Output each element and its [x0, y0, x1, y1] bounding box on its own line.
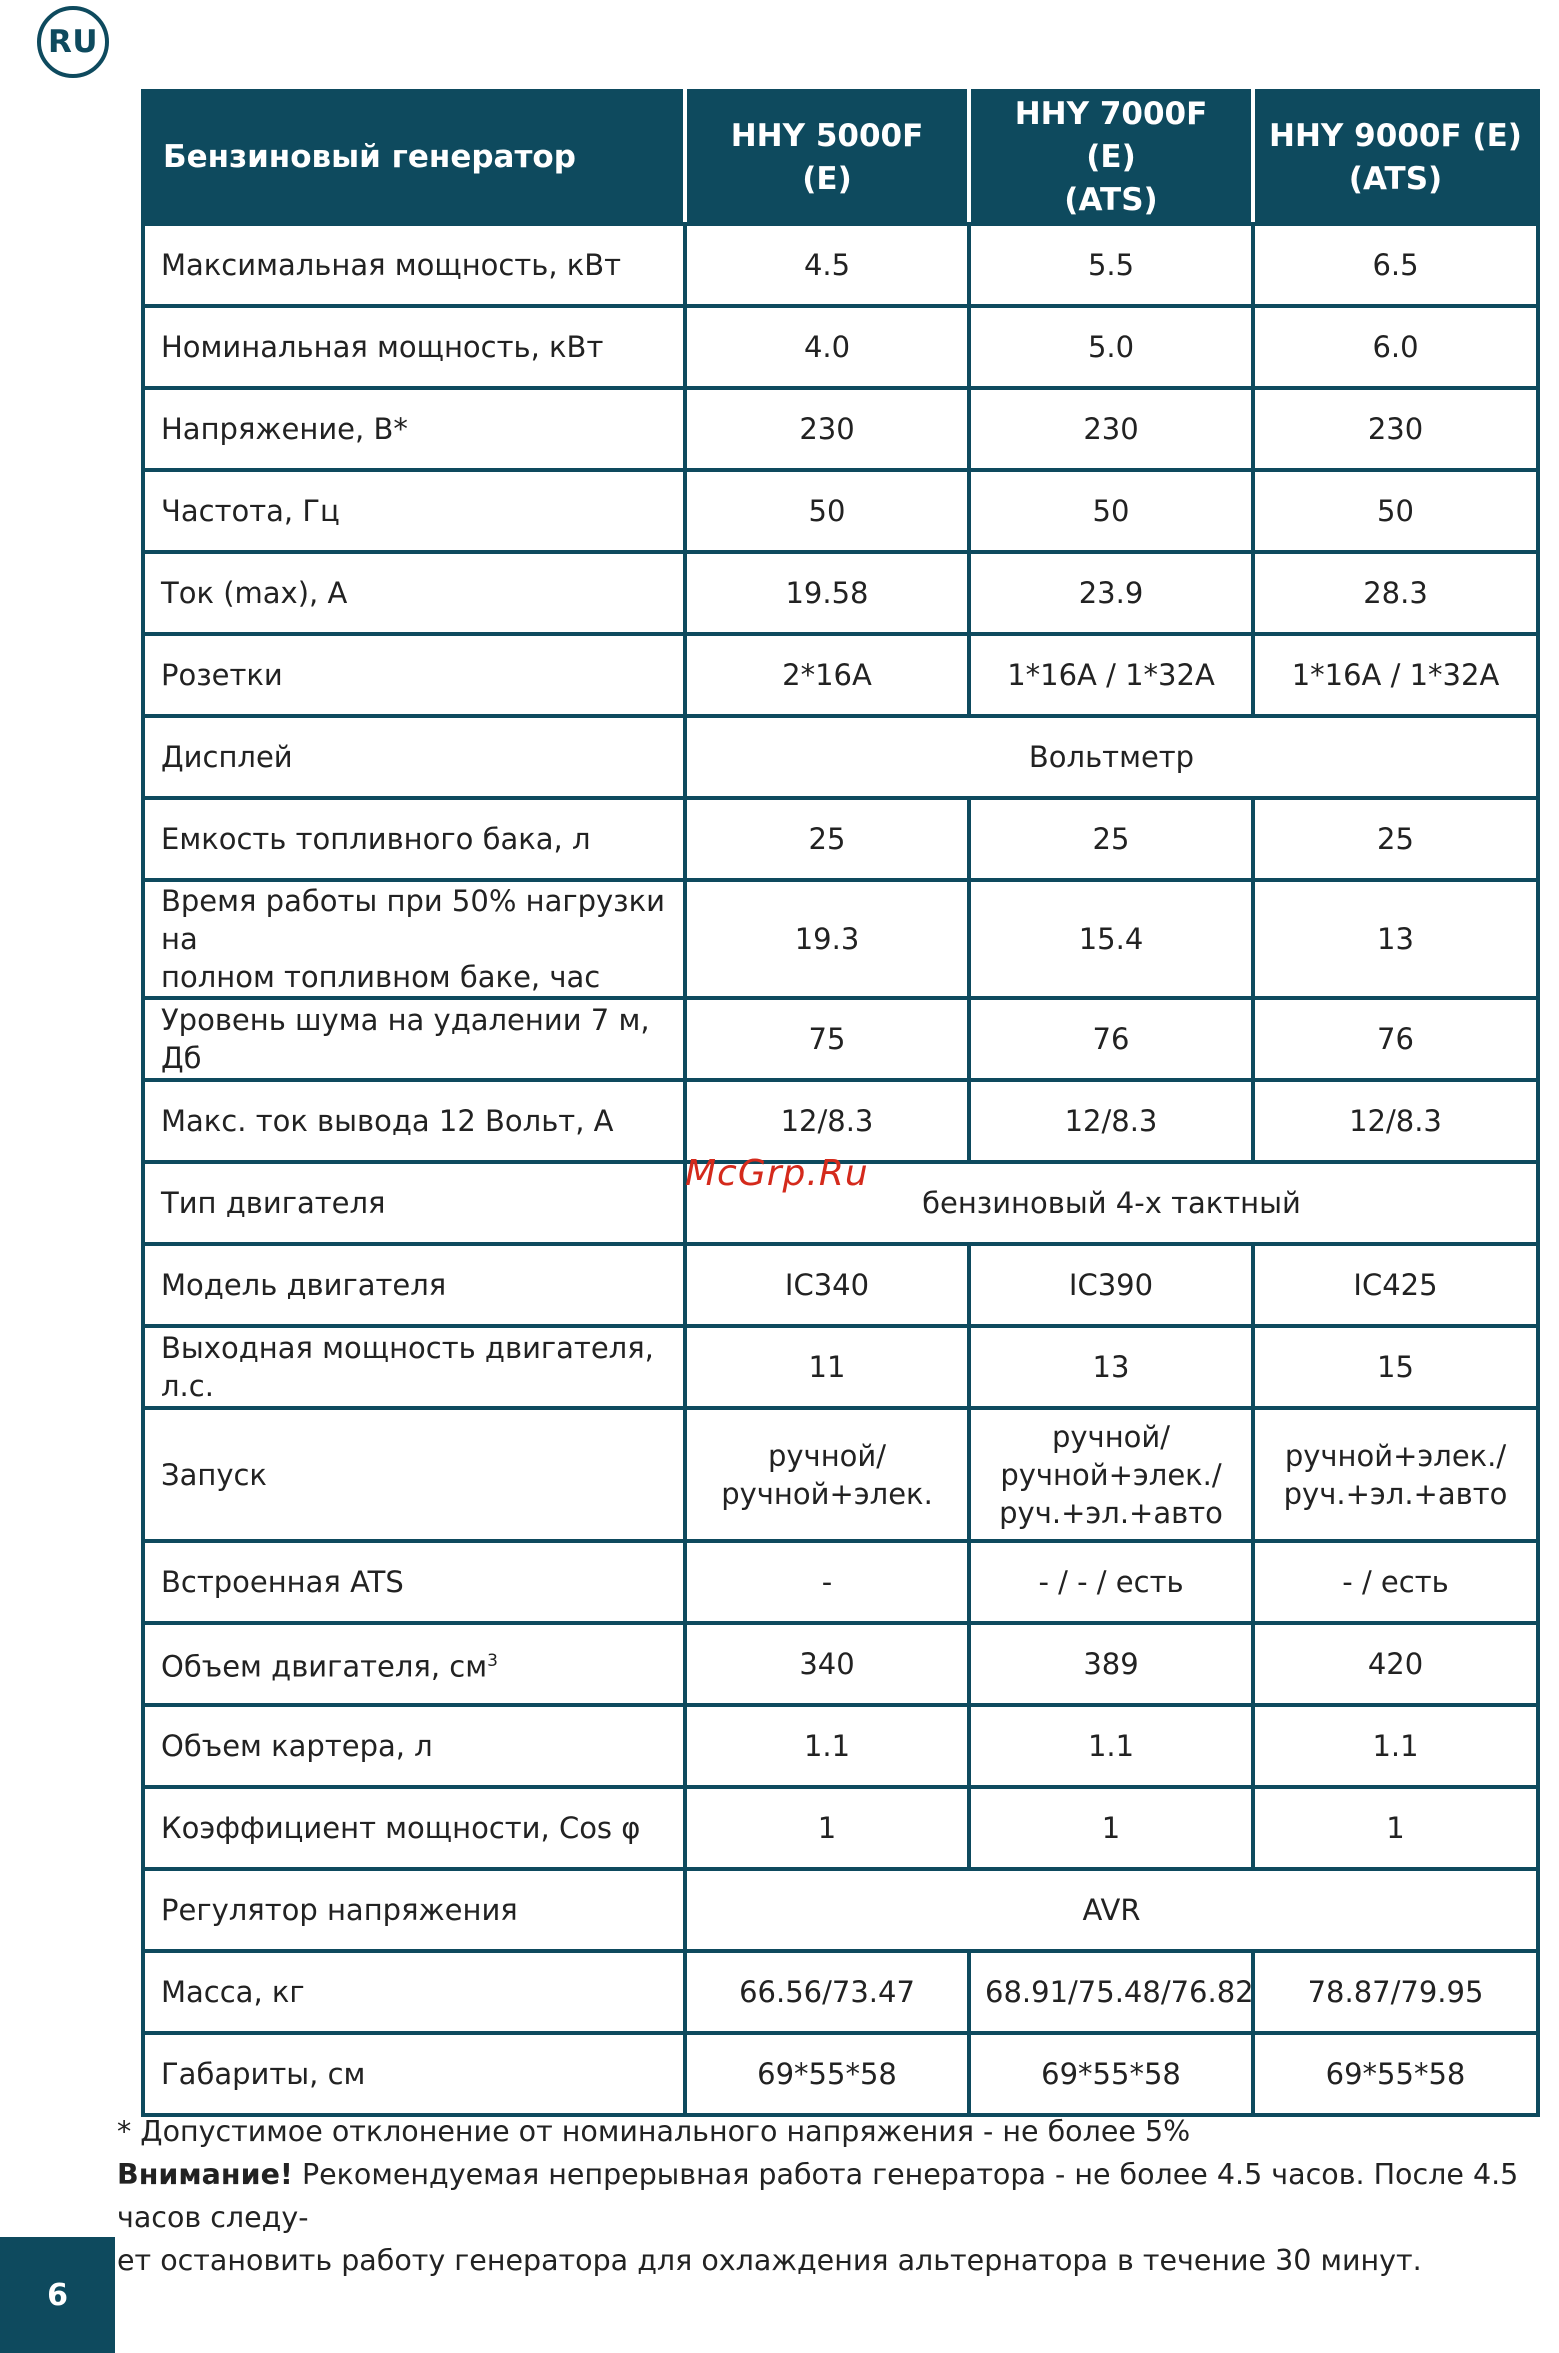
row-value: 78.87/79.95	[1253, 1951, 1538, 2033]
table-row	[143, 1869, 1538, 1951]
row-value: 230	[685, 388, 969, 470]
row-label: Напряжение, В*	[143, 388, 685, 470]
row-value: 230	[1253, 388, 1538, 470]
table-row	[143, 470, 1538, 552]
table-row	[143, 1080, 1538, 1162]
row-value: 1	[969, 1787, 1253, 1869]
table-header-row	[143, 91, 1538, 224]
footnotes	[117, 2110, 1557, 2282]
row-label: Номинальная мощность, кВт	[143, 306, 685, 388]
row-value: 25	[969, 798, 1253, 880]
table-row	[143, 552, 1538, 634]
row-label: Масса, кг	[143, 1951, 685, 2033]
row-value: 1.1	[685, 1705, 969, 1787]
table-row	[143, 1541, 1538, 1623]
voltage-footnote: * Допустимое отклонение от номинального напряжения - не более 5%	[117, 2115, 1191, 2148]
row-value: 19.58	[685, 552, 969, 634]
row-label: Запуск	[143, 1408, 685, 1541]
row-value: 15.4	[969, 880, 1253, 998]
row-value: 76	[1253, 998, 1538, 1080]
page-number: 6	[0, 2237, 115, 2353]
row-value: 23.9	[969, 552, 1253, 634]
row-label: Модель двигателя	[143, 1244, 685, 1326]
row-value: 25	[685, 798, 969, 880]
table-row	[143, 798, 1538, 880]
table-row	[143, 388, 1538, 470]
spec-table	[141, 89, 1540, 2117]
warning-text: Рекомендуемая непрерывная работа генератора - не более 4.5 часов. После 4.5 часов следу- ет остановить работу генератора для охлаждения альтернатора в течение 30 минут.	[117, 2158, 1519, 2277]
row-label: Уровень шума на удалении 7 м, Дб	[143, 998, 685, 1080]
row-label: Ток (max), А	[143, 552, 685, 634]
row-value: ручной+элек./ руч.+эл.+авто	[1253, 1408, 1538, 1541]
row-label: Емкость топливного бака, л	[143, 798, 685, 880]
table-row	[143, 1787, 1538, 1869]
row-value: 340	[685, 1623, 969, 1705]
table-row	[143, 2033, 1538, 2115]
row-value-merged: AVR	[685, 1869, 1538, 1951]
row-value: 15	[1253, 1326, 1538, 1408]
row-value: 25	[1253, 798, 1538, 880]
row-value: 5.5	[969, 224, 1253, 306]
row-value: 69*55*58	[1253, 2033, 1538, 2115]
row-value: -	[685, 1541, 969, 1623]
row-label: Габариты, см	[143, 2033, 685, 2115]
row-label: Дисплей	[143, 716, 685, 798]
table-row	[143, 1326, 1538, 1408]
row-label: Частота, Гц	[143, 470, 685, 552]
row-value: 1.1	[1253, 1705, 1538, 1787]
row-value: IC390	[969, 1244, 1253, 1326]
row-value: 75	[685, 998, 969, 1080]
row-value: 12/8.3	[969, 1080, 1253, 1162]
row-label: Объем картера, л	[143, 1705, 685, 1787]
row-value: 13	[1253, 880, 1538, 998]
row-label: Коэффициент мощности, Cos φ	[143, 1787, 685, 1869]
header-model-9000: HHY 9000F (E) (ATS)	[1253, 91, 1538, 224]
table-row	[143, 224, 1538, 306]
language-badge: RU	[37, 6, 109, 78]
row-value: 50	[685, 470, 969, 552]
row-value-merged: бензиновый 4-х тактный	[685, 1162, 1538, 1244]
table-row	[143, 634, 1538, 716]
table-row	[143, 306, 1538, 388]
header-product: Бензиновый генератор	[143, 91, 685, 224]
row-value: 69*55*58	[969, 2033, 1253, 2115]
row-value: 13	[969, 1326, 1253, 1408]
row-label: Макс. ток вывода 12 Вольт, А	[143, 1080, 685, 1162]
row-value: 28.3	[1253, 552, 1538, 634]
row-value: 1	[685, 1787, 969, 1869]
row-value: 11	[685, 1326, 969, 1408]
row-label: Объем двигателя, $см^3$	[143, 1623, 685, 1705]
watermark: McGrp.Ru	[685, 1153, 869, 1194]
table-row	[143, 1408, 1538, 1541]
row-value: 4.5	[685, 224, 969, 306]
table-row	[143, 998, 1538, 1080]
row-value: IC425	[1253, 1244, 1538, 1326]
row-value: 1	[1253, 1787, 1538, 1869]
row-label: Встроенная ATS	[143, 1541, 685, 1623]
row-value: 19.3	[685, 880, 969, 998]
row-value: 1*16А / 1*32А	[969, 634, 1253, 716]
row-value: 420	[1253, 1623, 1538, 1705]
table-row	[143, 1951, 1538, 2033]
row-value: IC340	[685, 1244, 969, 1326]
row-value: 6.0	[1253, 306, 1538, 388]
header-model-5000: HHY 5000F (E)	[685, 91, 969, 224]
row-label: Розетки	[143, 634, 685, 716]
row-value: 50	[969, 470, 1253, 552]
row-value: - / - / есть	[969, 1541, 1253, 1623]
table-row	[143, 880, 1538, 998]
row-label: Максимальная мощность, кВт	[143, 224, 685, 306]
row-value: 1*16А / 1*32А	[1253, 634, 1538, 716]
row-value: 4.0	[685, 306, 969, 388]
row-value: ручной/ ручной+элек./ руч.+эл.+авто	[969, 1408, 1253, 1541]
row-value: 68.91/75.48/76.82	[969, 1951, 1253, 2033]
row-value-merged: Вольтметр	[685, 716, 1538, 798]
row-value: 50	[1253, 470, 1538, 552]
table-row	[143, 1623, 1538, 1705]
row-value: 230	[969, 388, 1253, 470]
row-value: ручной/ ручной+элек.	[685, 1408, 969, 1541]
row-value: 389	[969, 1623, 1253, 1705]
row-value: - / есть	[1253, 1541, 1538, 1623]
row-value: 1.1	[969, 1705, 1253, 1787]
row-label: Время работы при 50% нагрузки на полном топливном баке, час	[143, 880, 685, 998]
table-row	[143, 1244, 1538, 1326]
table-row	[143, 1705, 1538, 1787]
row-value: 12/8.3	[685, 1080, 969, 1162]
row-value: 12/8.3	[1253, 1080, 1538, 1162]
row-label: Регулятор напряжения	[143, 1869, 685, 1951]
row-value: 2*16А	[685, 634, 969, 716]
row-value: 5.0	[969, 306, 1253, 388]
warning-note	[117, 2153, 1557, 2282]
row-value: 76	[969, 998, 1253, 1080]
row-label: Выходная мощность двигателя, л.с.	[143, 1326, 685, 1408]
row-value: 69*55*58	[685, 2033, 969, 2115]
row-value: 6.5	[1253, 224, 1538, 306]
warning-label: Внимание!	[117, 2158, 293, 2191]
table-row	[143, 716, 1538, 798]
header-model-7000: HHY 7000F (E) (ATS)	[969, 91, 1253, 224]
row-value: 66.56/73.47	[685, 1951, 969, 2033]
row-label: Тип двигателя	[143, 1162, 685, 1244]
